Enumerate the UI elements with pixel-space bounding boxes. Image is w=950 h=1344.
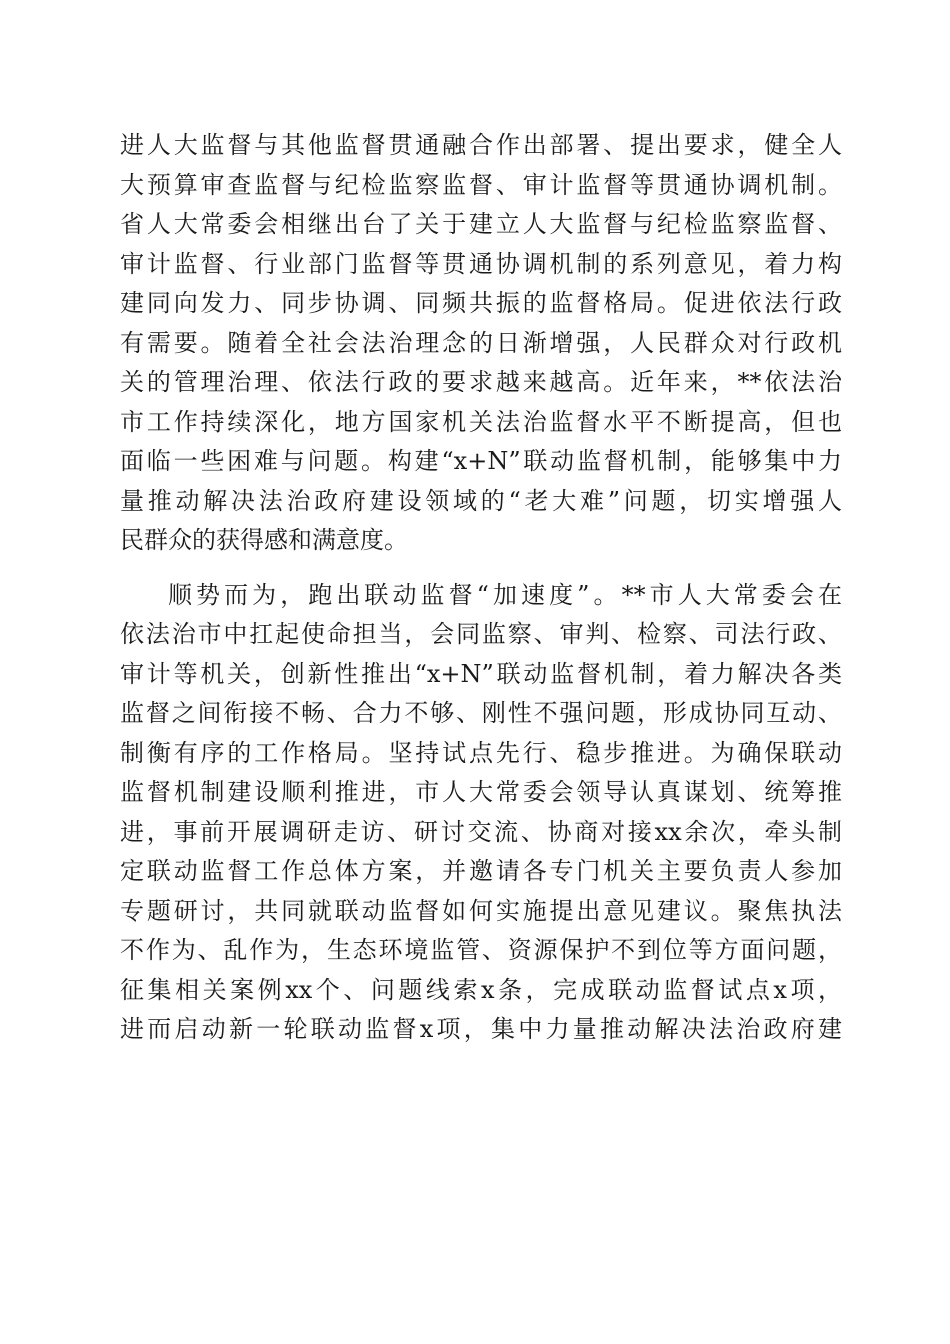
text-line: 面临一些困难与问题。构建“x+N”联动监督机制，能够集中力	[120, 447, 842, 475]
text-line: 监督之间衔接不畅、合力不够、刚性不强问题，形成协同互动、	[120, 699, 842, 727]
text-line: 定联动监督工作总体方案，并邀请各专门机关主要负责人参加	[120, 857, 842, 885]
text-line: 进人大监督与其他监督贯通融合作出部署、提出要求，健全人	[120, 131, 842, 159]
text-line: 专题研讨，共同就联动监督如何实施提出意见建议。聚焦执法	[120, 896, 842, 925]
text-line: 征集相关案例xx个、问题线索x条，完成联动监督试点x项，	[120, 975, 842, 1004]
text-line: 关的管理治理、依法行政的要求越来越高。近年来，**依法治	[120, 368, 842, 396]
text-line: 审计等机关，创新性推出“x+N”联动监督机制，着力解决各类	[120, 659, 842, 688]
text-line: 有需要。随着全社会法治理念的日渐增强，人民群众对行政机	[120, 328, 842, 357]
text-line: 顺势而为，跑出联动监督“加速度”。**市人大常委会在	[168, 580, 842, 609]
text-line: 不作为、乱作为，生态环境监管、资源保护不到位等方面问题，	[120, 936, 842, 964]
text-line: 民群众的获得感和满意度。	[120, 526, 408, 554]
text-line: 省人大常委会相继出台了关于建立人大监督与纪检监察监督、	[120, 210, 842, 238]
text-line: 量推动解决法治政府建设领域的“老大难”问题，切实增强人	[120, 486, 842, 515]
text-line: 进，事前开展调研走访、研讨交流、协商对接xx余次，牵头制	[120, 817, 842, 846]
paragraph	[120, 126, 842, 561]
text-line: 审计监督、行业部门监督等贯通协调机制的系列意见，着力构	[120, 249, 842, 278]
text-line: 市工作持续深化，地方国家机关法治监督水平不断提高，但也	[120, 407, 842, 436]
text-line: 进而启动新一轮联动监督x项，集中力量推动解决法治政府建	[120, 1015, 842, 1043]
paragraph-gap	[120, 561, 842, 576]
text-line: 制衡有序的工作格局。坚持试点先行、稳步推进。为确保联动	[120, 738, 842, 767]
document-body	[120, 126, 842, 1050]
text-line: 建同向发力、同步协调、同频共振的监督格局。促进依法行政	[120, 289, 842, 317]
text-line: 大预算审查监督与纪检监察监督、审计监督等贯通协调机制。	[120, 170, 842, 199]
text-line: 监督机制建设顺利推进，市人大常委会领导认真谋划、统筹推	[120, 778, 842, 806]
paragraph	[120, 576, 842, 1050]
text-line: 依法治市中扛起使命担当，会同监察、审判、检察、司法行政、	[120, 620, 842, 648]
